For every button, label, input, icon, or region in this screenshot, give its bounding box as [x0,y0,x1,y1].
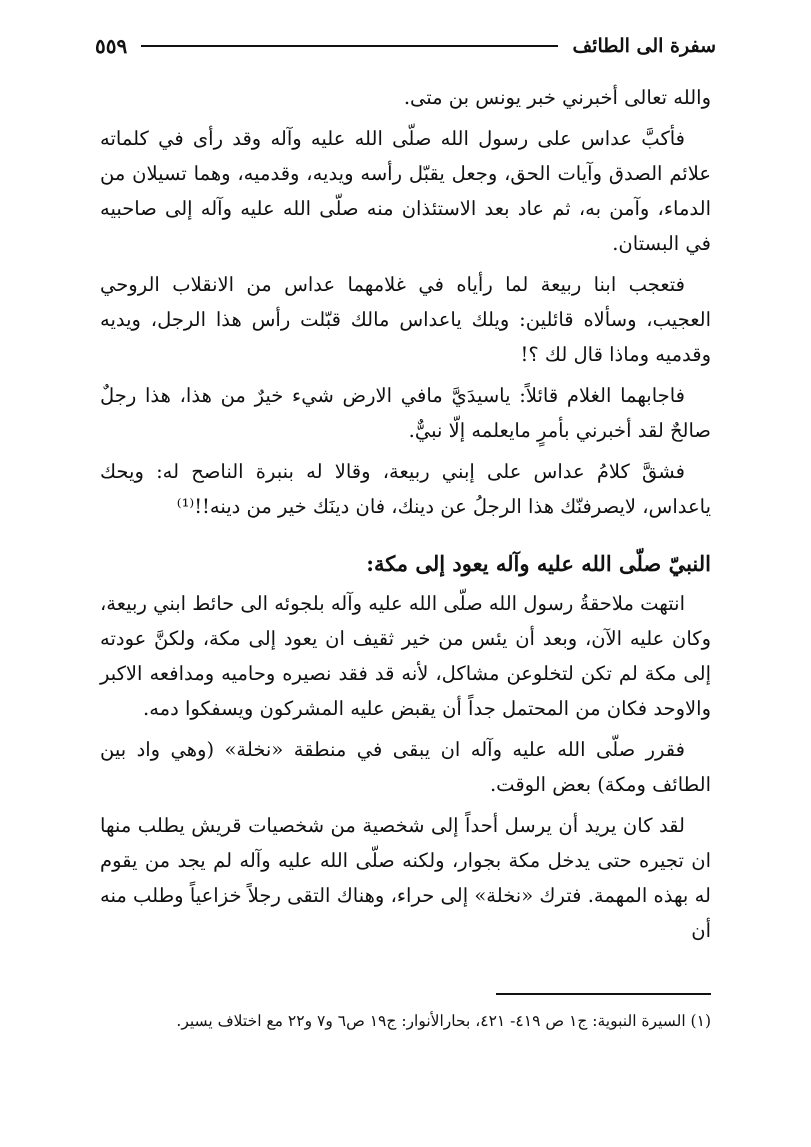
paragraph: فأكبَّ عداس على رسول الله صلّى الله عليه وآله وقد رأى في كلماته علائم الصدق وآيات الحق، وجعل يقبّل رأسه ويديه، وقدميه، وهما تسيلان من الدماء، وآمن به، ثم عاد بعد الاستئذان منه صلّى الله عليه وآله إلى صاحبيه في البستان. [100,127,711,255]
section-heading: النبيّ صلّى الله عليه وآله يعود إلى مكة: [366,551,711,576]
paragraph: لقد كان يريد أن يرسل أحداً إلى شخصية من شخصيات قريش يطلب منها ان تجيره حتى يدخل مكة بجوار، ولكنه صلّى الله عليه وآله لم يجد من يقوم له بهذه المهمة. فترك «نخلة» إلى حراء، وهناك التقى رجلاً خزاعياً وطلب منه أن [100,814,711,942]
header-rule [141,45,558,47]
footnote-rule [496,993,711,995]
paragraph: فشقَّ كلامُ عداس على إبني ربيعة، وقالا له بنبرة الناصح له: ويحك ياعداس، لايصرفنّك هذا الرجلُ عن دينك، فان دينَك خير من دينه!!⁽¹⁾ [100,460,711,518]
paragraph: فاجابهما الغلام قائلاً: ياسيدَيَّ مافي الارض شيء خيرٌ من هذا، هذا رجلٌ صالحٌ لقد أخبرني بأمرٍ مايعلمه إلّا نبيٌّ. [100,384,711,442]
page-number: ٥٥٩ [95,34,128,58]
paragraph: والله تعالى أخبرني خبر يونس بن متى. [403,86,711,109]
footnote: (١) السيرة النبوية: ج١ ص ٤١٩- ٤٢١، بحارالأنوار: ج١٩ ص٦ و٧ و٢٢ مع اختلاف يسير. [176,1012,711,1030]
paragraph: فقرر صلّى الله عليه وآله ان يبقى في منطقة «نخلة» (وهي واد بين الطائف ومكة) بعض الوقت. [100,738,711,796]
paragraph: انتهت ملاحقةُ رسول الله صلّى الله عليه وآله بلجوئه الى حائط ابني ربيعة، وكان عليه الآن، وبعد أن يئس من خير ثقيف ان يعود إلى مكة، ولكنَّ عودته إلى مكة لم تكن لتخلوعن مشاكل، لأنه قد فقد نصيره وحاميه ومدافعه الاكبر والاوحد فكان من المحتمل جداً أن يقبض عليه المشركون ويسفكوا دمه. [100,592,711,720]
main-text [100,80,711,954]
running-header [95,30,716,62]
chapter-title: سفرة الى الطائف [572,35,716,57]
paragraph: فتعجب ابنا ربيعة لما رأياه في غلامهما عداس من الانقلاب الروحي العجيب، وسألاه قائلين: ويلك ياعداس مالك قبّلت رأس هذا الرجل، ويديه وقدميه وماذا قال لك ؟! [100,273,711,366]
